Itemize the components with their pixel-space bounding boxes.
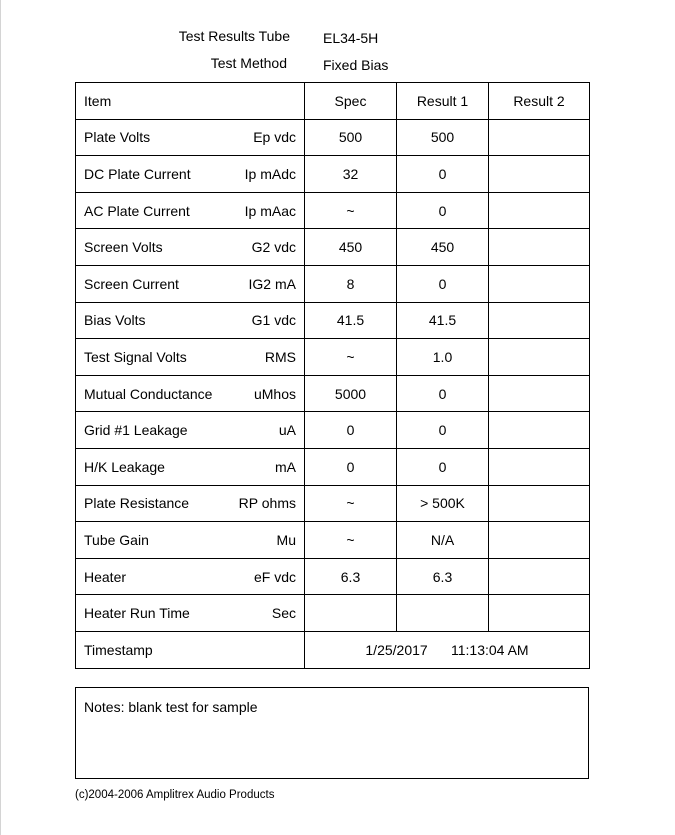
item-label: H/K Leakage [84,458,165,475]
table-row [76,229,590,266]
spec-cell: ~ [305,485,397,522]
spec-cell [305,595,397,632]
item-cell [76,412,305,449]
col-item-header: Item [76,83,305,120]
table-row [76,339,590,376]
spec-cell: 41.5 [305,302,397,339]
timestamp-value: 1/25/2017 11:13:04 AM [305,631,590,668]
item-label: Plate Resistance [84,495,190,512]
result2-cell [489,119,590,156]
result2-cell [489,302,590,339]
item-unit: RMS [264,348,296,365]
table-header-row [76,83,590,120]
item-unit: mA [275,458,296,475]
item-cell [76,229,305,266]
spec-cell: 0 [305,448,397,485]
col-result2-header: Result 2 [489,83,590,120]
item-label: Screen Current [84,275,179,292]
table-row [76,485,590,522]
spec-cell: 0 [305,412,397,449]
result2-cell [489,192,590,229]
tube-value: EL34-5H [323,30,379,46]
table-row [76,302,590,339]
spec-cell: 450 [305,229,397,266]
spec-cell: 32 [305,156,397,193]
item-label: Heater Run Time [84,605,190,622]
result1-cell: 41.5 [397,302,489,339]
item-cell [76,485,305,522]
result1-cell: 0 [397,192,489,229]
col-spec-header: Spec [305,83,397,120]
item-unit: uA [278,422,296,439]
item-cell [76,558,305,595]
item-cell [76,375,305,412]
result1-cell: > 500K [397,485,489,522]
item-unit: Ip mAdc [244,165,296,182]
item-unit: G1 vdc [251,312,296,329]
table-row [76,595,590,632]
spec-cell: 6.3 [305,558,397,595]
spec-cell: 5000 [305,375,397,412]
result1-cell: 0 [397,156,489,193]
result1-cell [397,595,489,632]
col-result1-header: Result 1 [397,83,489,120]
item-label: Heater [84,568,127,585]
result2-cell [489,595,590,632]
item-label: Bias Volts [84,312,146,329]
result1-cell: 0 [397,265,489,302]
result1-cell: 1.0 [397,339,489,376]
item-cell [76,448,305,485]
spec-cell: 500 [305,119,397,156]
result2-cell [489,375,590,412]
item-unit: uMhos [253,385,296,402]
page-edge [0,0,1,835]
result1-cell: 500 [397,119,489,156]
timestamp-row [76,631,590,668]
result2-cell [489,229,590,266]
result1-cell: 0 [397,412,489,449]
table-row [76,119,590,156]
item-cell [76,302,305,339]
result2-cell [489,558,590,595]
copyright: (c)2004-2006 Amplitrex Audio Products [75,789,275,801]
item-unit: Ip mAac [244,202,296,219]
result1-cell: 0 [397,375,489,412]
spec-cell: ~ [305,192,397,229]
item-unit: RP ohms [238,495,296,512]
notes-box [75,687,589,779]
result1-cell: N/A [397,522,489,559]
item-label: Plate Volts [84,129,151,146]
table-row [76,156,590,193]
item-cell [76,339,305,376]
item-cell [76,265,305,302]
result2-cell [489,485,590,522]
item-cell [76,595,305,632]
item-label: DC Plate Current [84,165,191,182]
table-row [76,448,590,485]
item-label: Test Signal Volts [84,348,187,365]
spec-cell: 8 [305,265,397,302]
item-unit: G2 vdc [251,239,296,256]
result2-cell [489,339,590,376]
item-cell [76,156,305,193]
table-row [76,412,590,449]
result2-cell [489,156,590,193]
table-row [76,375,590,412]
table-row [76,558,590,595]
item-label: AC Plate Current [84,202,190,219]
result1-cell: 0 [397,448,489,485]
spec-cell: ~ [305,522,397,559]
item-unit: Ep vdc [253,129,296,146]
item-label: Screen Volts [84,239,163,256]
item-label: Tube Gain [84,531,149,548]
table-row [76,522,590,559]
item-unit: IG2 mA [248,275,296,292]
result1-cell: 6.3 [397,558,489,595]
item-unit: Mu [276,531,296,548]
item-unit: Sec [271,605,296,622]
result2-cell [489,265,590,302]
result2-cell [489,412,590,449]
method-label: Test Method [210,55,287,71]
table-row [76,192,590,229]
method-value: Fixed Bias [323,57,389,73]
notes-text: Notes: blank test for sample [84,699,258,715]
result2-cell [489,522,590,559]
timestamp-label: Timestamp [76,631,305,668]
item-cell [76,192,305,229]
spec-cell: ~ [305,339,397,376]
item-unit: eF vdc [253,568,296,585]
item-cell [76,119,305,156]
tube-label: Test Results Tube [178,28,290,44]
item-label: Mutual Conductance [84,385,213,402]
item-cell [76,522,305,559]
result2-cell [489,448,590,485]
item-label: Grid #1 Leakage [84,422,188,439]
result1-cell: 450 [397,229,489,266]
results-table [75,82,590,669]
table-row [76,265,590,302]
